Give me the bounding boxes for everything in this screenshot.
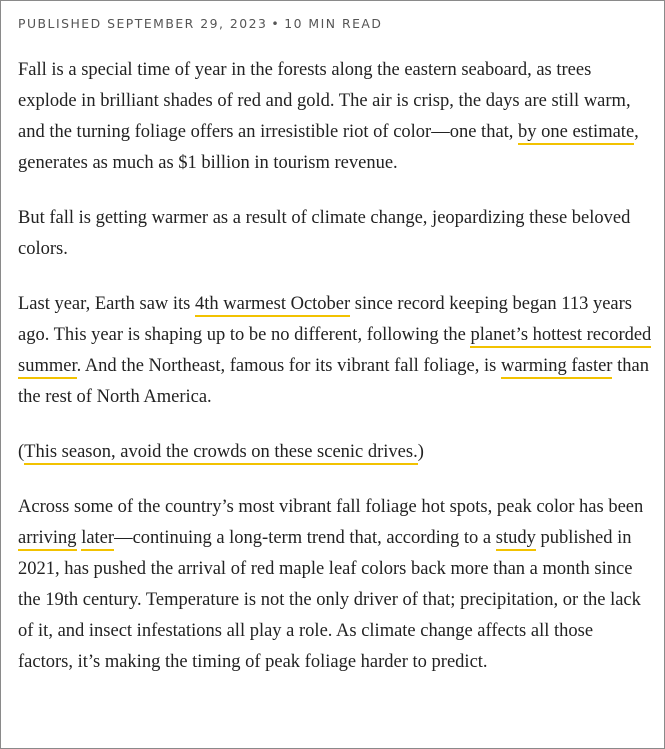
link-study[interactable]: study [496,528,536,551]
link-by-one-estimate[interactable]: by one estimate [518,122,634,145]
article-body [18,55,652,702]
link-arriving[interactable]: arriving [18,528,77,551]
paragraph-text: Fall is a special time of year in the forests along the eastern seaboard, as trees explode in brilliant shades of red and gold. The air is crisp, the days are still warm, and the turning foliage offers an irresistible riot of color—one that, [18,60,631,142]
paragraph-text: . And the Northeast, famous for its vibrant fall foliage, is [76,356,501,376]
publish-date: PUBLISHED SEPTEMBER 29, 2023 [18,16,268,31]
link-4th-warmest-october[interactable]: 4th warmest October [195,294,350,317]
paragraph-2 [18,203,652,265]
paragraph-text: , generates as much as $1 billion in tourism revenue. [18,122,639,173]
read-time: 10 MIN READ [284,16,383,31]
paragraph-text: published in 2021, has pushed the arrival of red maple leaf colors back more than a month since the 19th century. Temperature is not the only driver of that; precipitation, or the lack of it, and insect infestations all play a role. As climate change affects all those factors, it’s making the timing of peak foliage harder to predict. [18,528,641,672]
paragraph-text: —continuing a long-term trend that, according to a [114,528,496,548]
paragraph-5 [18,492,652,678]
paragraph-text: than the rest of North America. [18,356,649,407]
article-meta [18,16,382,31]
link-later[interactable]: later [81,528,114,551]
paragraph-text: Across some of the country’s most vibrant fall foliage hot spots, peak color has been [18,497,644,517]
link-hottest-recorded-summer[interactable]: planet’s hottest recorded summer [18,325,651,379]
paragraph-4 [18,437,652,468]
paren-close: ) [417,442,424,462]
paren-open: ( [18,442,25,462]
paragraph-text: since record keeping began 113 years ago. This year is shaping up to be no different, following the [18,294,633,345]
link-scenic-drives[interactable]: This season, avoid the crowds on these scenic drives. [24,442,418,465]
paragraph-1 [18,55,652,179]
paragraph-text: Last year, Earth saw its [18,294,196,314]
paragraph-text: But fall is getting warmer as a result of climate change, jeopardizing these beloved colors. [18,208,631,259]
meta-separator: • [271,16,281,31]
link-warming-faster[interactable]: warming faster [501,356,612,379]
paragraph-3 [18,289,652,413]
